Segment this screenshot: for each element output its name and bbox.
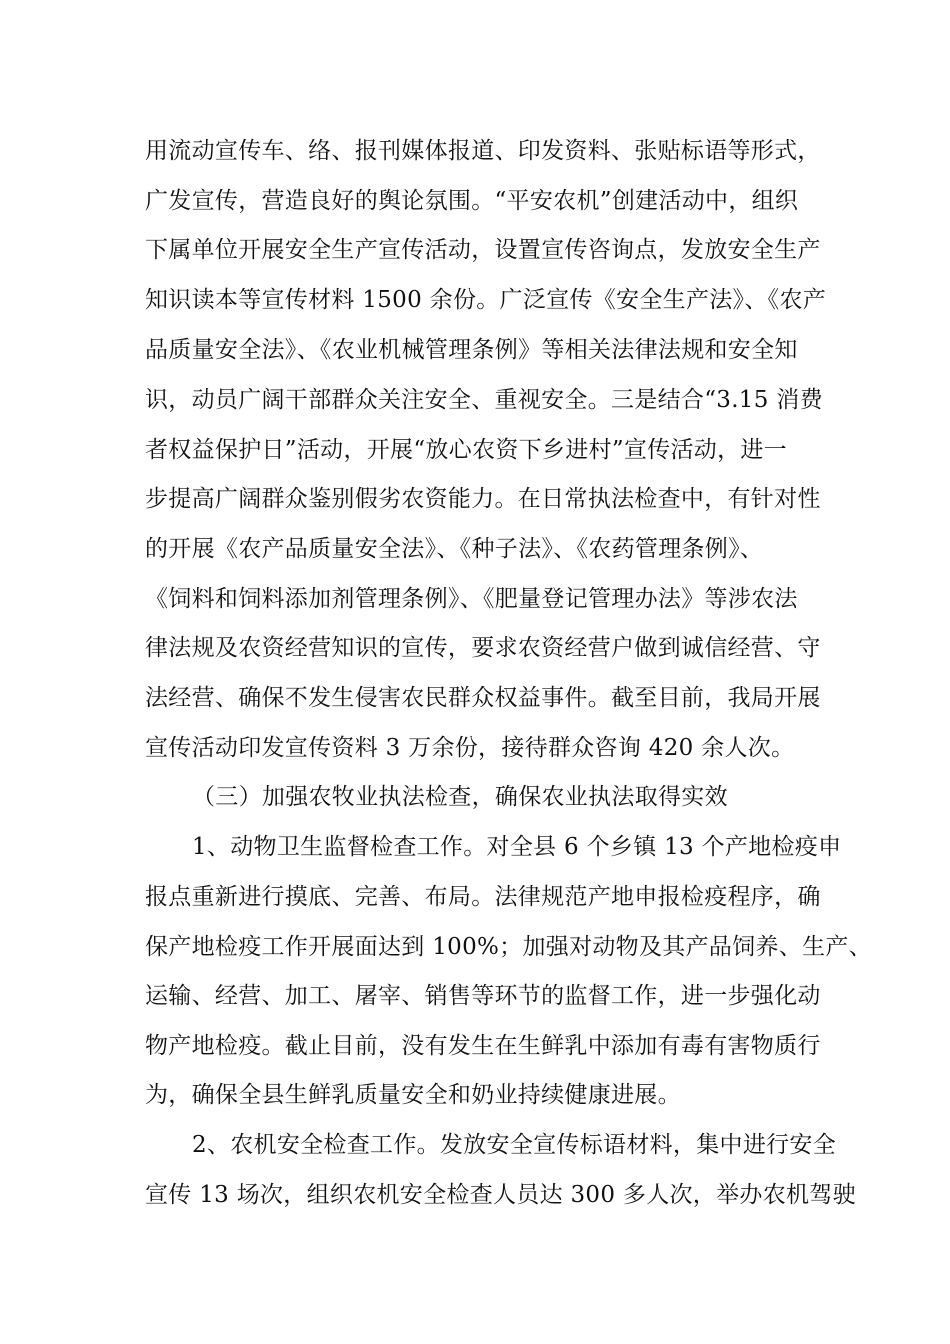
text-line: 律法规及农资经营知识的宣传，要求农资经营户做到诚信经营、守 <box>145 635 821 661</box>
text-line: 用流动宣传车、络、报刊媒体报道、印发资料、张贴标语等形式， <box>145 138 821 164</box>
text-line: 的开展《农产品质量安全法》、《种子法》、《农药管理条例》、 <box>145 536 764 562</box>
text-line: 报点重新进行摸底、完善、布局。法律规范产地申报检疫程序，确 <box>145 884 821 910</box>
text-line: 宣传活动印发宣传资料 3 万余份，接待群众咨询 420 余人次。 <box>145 735 795 761</box>
text-line: 法经营、确保不发生侵害农民群众权益事件。截至目前，我局开展 <box>145 685 821 711</box>
paragraph-first-line: 2、农机安全检查工作。发放安全宣传标语材料，集中进行安全 <box>192 1132 837 1158</box>
text-line: 品质量安全法》、《农业机械管理条例》等相关法律法规和安全知 <box>145 337 798 363</box>
text-line: 为，确保全县生鲜乳质量安全和奶业持续健康进展。 <box>145 1082 681 1108</box>
text-line: 运输、经营、加工、屠宰、销售等环节的监督工作，进一步强化动 <box>145 983 821 1009</box>
text-line: 者权益保护日”活动，开展“放心农资下乡进村”宣传活动，进一 <box>145 437 787 463</box>
text-line: 宣传 13 场次，组织农机安全检查人员达 300 多人次，举办农机驾驶 <box>145 1182 856 1208</box>
text-line: 保产地检疫工作开展面达到 100%；加强对动物及其产品饲养、生产、 <box>145 934 872 960</box>
text-line: 物产地检疫。截止目前，没有发生在生鲜乳中添加有毒有害物质行 <box>145 1033 821 1059</box>
text-line: 《饲料和饲料添加剂管理条例》、《肥量登记管理办法》等涉农法 <box>145 586 798 612</box>
text-line: 识，动员广阔干部群众关注安全、重视安全。三是结合“3.15 消费 <box>145 387 823 413</box>
text-line: 知识读本等宣传材料 1500 余份。广泛宣传《安全生产法》、《农产 <box>145 287 827 313</box>
paragraph-first-line: 1、动物卫生监督检查工作。对全县 6 个乡镇 13 个产地检疫申 <box>192 834 842 860</box>
text-line: 步提高广阔群众鉴别假劣农资能力。在日常执法检查中，有针对性 <box>145 486 821 512</box>
text-line: 下属单位开展安全生产宣传活动，设置宣传咨询点，发放安全生产 <box>145 237 821 263</box>
section-heading: （三）加强农牧业执法检查，确保农业执法取得实效 <box>192 784 728 810</box>
text-line: 广发宣传，营造良好的舆论氛围。“平安农机”创建活动中，组织 <box>145 188 799 214</box>
